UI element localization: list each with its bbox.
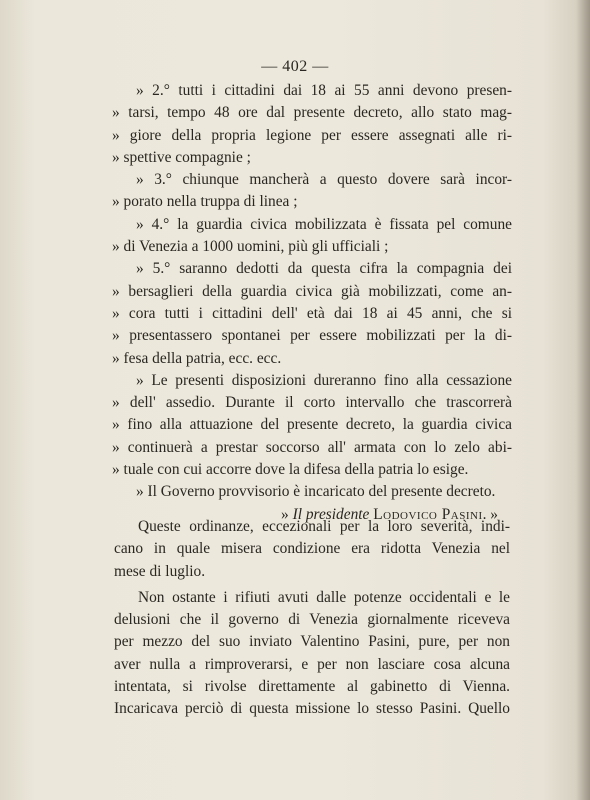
decree-line: » di Venezia a 1000 uomini, più gli ufficiali ;	[112, 238, 389, 256]
body-line: Non ostante i rifiuti avuti dalle potenze occidentali e le	[138, 588, 510, 606]
body-line: per mezzo del suo inviato Valentino Pasini, pure, per non	[114, 633, 510, 651]
decree-line: » 3.° chiunque mancherà a questo dovere sarà incor-	[136, 171, 512, 189]
body-line: intentata, si rivolse direttamente al gabinetto di Vienna.	[114, 678, 510, 696]
body-line: aver nulla a rimproverarsi, e per non lasciare cosa alcuna	[114, 655, 510, 673]
body-text	[114, 516, 510, 721]
decree-line: » 4.° la guardia civica mobilizzata è fissata pel comune	[136, 215, 512, 233]
body-line: Queste ordinanze, eccezionali per la loro severità, indi-	[138, 518, 510, 535]
signature-close: . »	[482, 505, 498, 523]
decree-line: » spettive compagnie ;	[112, 148, 251, 166]
decree-line: » bersaglieri della guardia civica già mobilizzati, come an-	[112, 282, 512, 300]
decree-line: » continuerà a prestar soccorso all' armata con lo zelo abi-	[112, 438, 512, 456]
signature-open: »	[281, 505, 293, 523]
decree-line: » tarsi, tempo 48 ore dal presente decreto, allo stato mag-	[112, 104, 512, 122]
decree-line: » fino alla attuazione del presente decreto, la guardia civica	[112, 416, 512, 434]
decree-line: » Le presenti disposizioni dureranno fino alla cessazione	[136, 371, 512, 389]
decree-line: » fesa della patria, ecc. ecc.	[112, 349, 282, 367]
decree-line: » dell' assedio. Durante il corto intervallo che trascorrerà	[112, 394, 512, 412]
decree-line: » tuale con cui accorre dove la difesa della patria lo esige.	[112, 461, 469, 479]
decree-line: » Il Governo provvisorio è incaricato del presente decreto.	[136, 483, 496, 501]
signature-title: Il presidente	[292, 505, 370, 523]
decree-line: » cora tutti i cittadini dell' età dai 18 ai 45 anni, che si	[112, 304, 512, 322]
decree-line: » giore della propria legione per essere assegnati alle ri-	[112, 126, 512, 144]
decree-text	[112, 80, 512, 526]
decree-line: » 5.° saranno dedotti da questa cifra la compagnia dei	[136, 260, 512, 278]
body-line: Incaricava perciò di questa missione lo stesso Pasini. Quello	[114, 700, 510, 718]
decree-line: » porato nella truppa di linea ;	[112, 193, 298, 211]
body-line: delusioni che il governo di Venezia giornalmente riceveva	[114, 611, 510, 629]
signature-name: Lodovico Pasini	[373, 505, 483, 523]
body-line: cano in quale misera condizione era ridotta Venezia nel	[114, 540, 510, 558]
decree-line: » 2.° tutti i cittadini dai 18 ai 55 anni devono presen-	[136, 82, 512, 99]
body-line: mese di luglio.	[114, 562, 206, 580]
page-number: — 402 —	[261, 58, 329, 75]
page-shadow-edge	[576, 0, 590, 800]
decree-line: » presentassero spontanei per essere mobilizzati per la di-	[112, 327, 512, 345]
